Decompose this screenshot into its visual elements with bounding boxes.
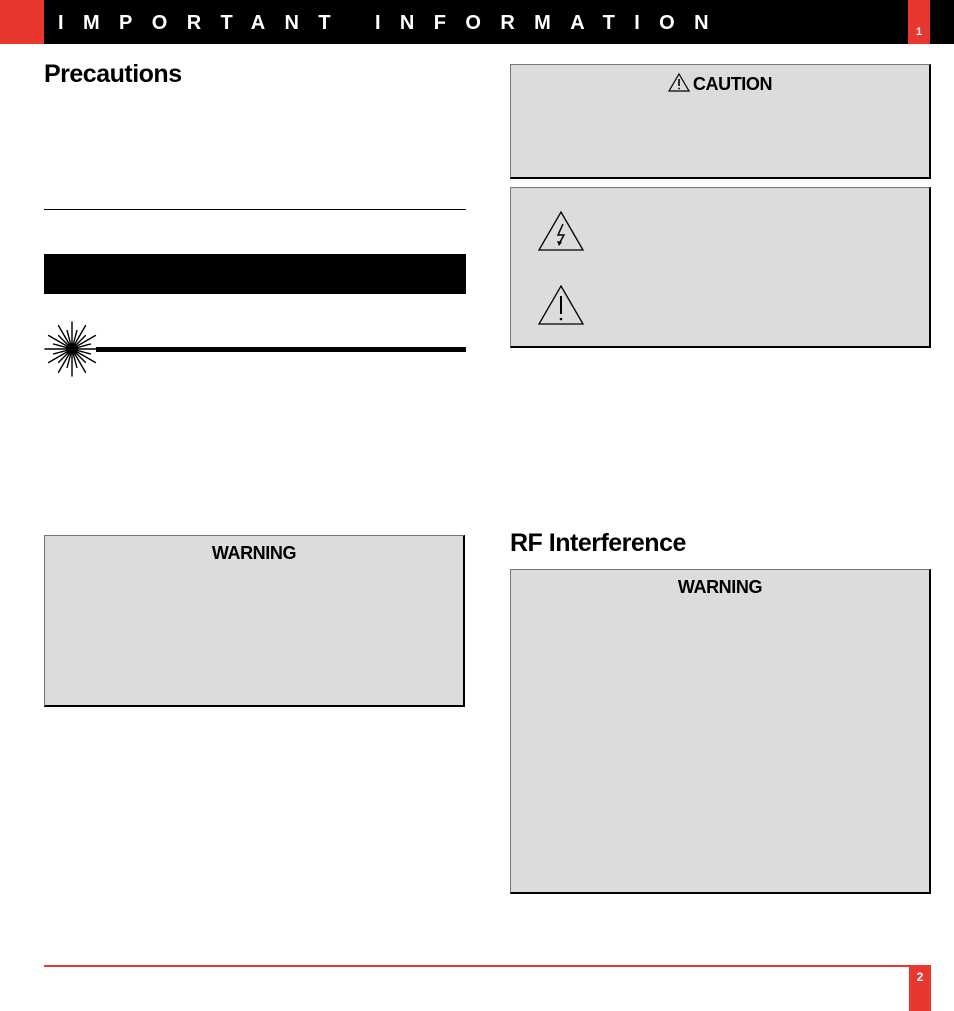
header-accent-tab — [0, 0, 44, 44]
divider-rule — [44, 209, 466, 210]
footer-rule — [44, 965, 910, 967]
exclamation-triangle-icon — [537, 284, 585, 326]
chapter-number-tab: 1 — [908, 0, 930, 44]
black-heading-band — [44, 254, 466, 294]
precautions-title: Precautions — [44, 60, 182, 88]
warning-box-left — [44, 535, 465, 707]
caution-box — [510, 64, 931, 179]
page-number-tab: 2 — [909, 965, 931, 1011]
warning-box-left-heading: WARNING — [211, 543, 297, 563]
laser-warning-rule — [96, 347, 466, 352]
symbols-box — [510, 187, 931, 348]
header-title: IMPORTANT INFORMATION — [58, 12, 728, 34]
laser-starburst-icon — [44, 320, 100, 378]
caution-box-heading: CAUTION — [692, 74, 773, 94]
lightning-triangle-icon — [537, 210, 585, 252]
caution-box-heading-row — [511, 73, 929, 93]
warning-box-right-heading: WARNING — [677, 577, 763, 597]
rf-interference-title: RF Interference — [510, 529, 686, 557]
warning-triangle-icon — [668, 73, 690, 92]
warning-box-right — [510, 569, 931, 894]
